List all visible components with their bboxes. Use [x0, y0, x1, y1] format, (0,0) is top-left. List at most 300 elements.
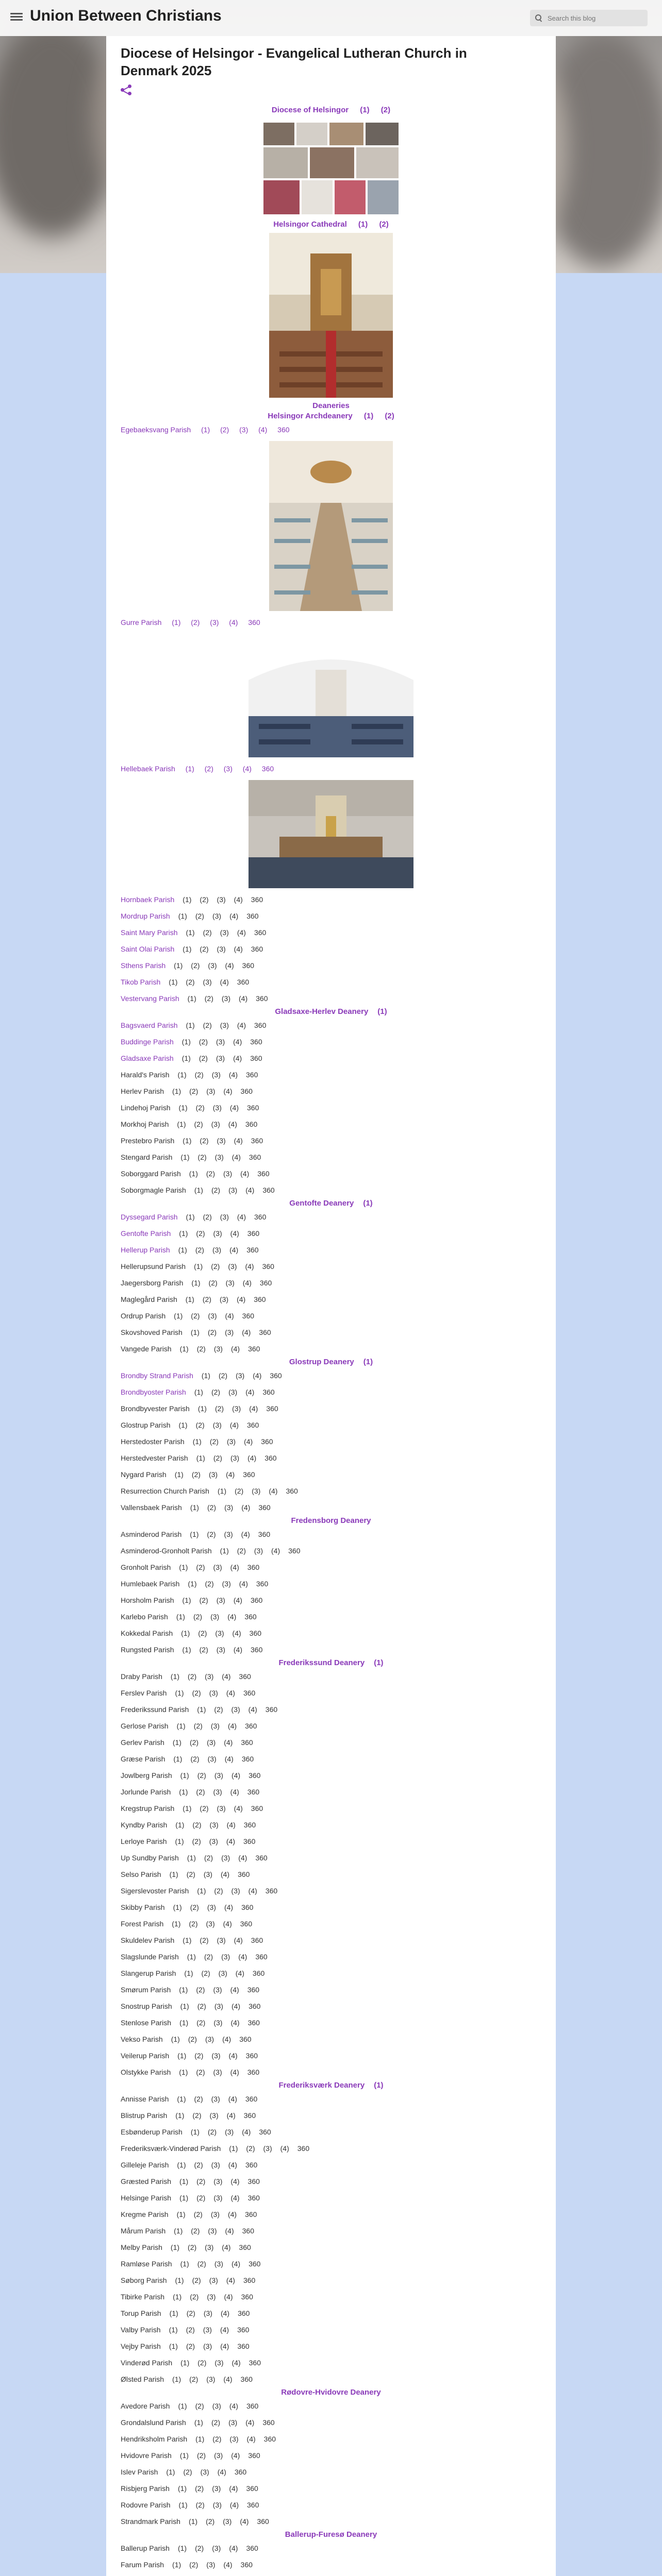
parish-row: [121, 2414, 541, 2431]
nav-number: 360: [258, 1503, 271, 1512]
nav-number: (4): [222, 2243, 231, 2251]
nav-number: (3): [228, 1388, 238, 1396]
nav-number: (1): [166, 2468, 175, 2476]
nav-number: (3): [219, 1295, 229, 1303]
nav-number: (1): [180, 1771, 189, 1780]
nav-number: (2): [246, 2144, 255, 2153]
nav-number: (1): [177, 2095, 186, 2103]
parish-row: [121, 421, 541, 438]
nav-number: (4): [230, 2194, 240, 2202]
nav-number: (4): [225, 2227, 234, 2235]
parish-link[interactable]: Tikob Parish: [121, 978, 161, 986]
nav-number: (1): [188, 1580, 197, 1588]
parish-name: Avedore Parish: [121, 2402, 170, 2410]
nav-link[interactable]: 360: [277, 426, 290, 434]
nav-number: (2): [198, 1629, 207, 1637]
parish-name: Maglegård Parish: [121, 1295, 177, 1303]
parish-link[interactable]: Egebaeksvang Parish: [121, 426, 191, 434]
nav-number: (4): [229, 1421, 239, 1429]
nav-link[interactable]: (1): [185, 765, 194, 773]
nav-link[interactable]: (3): [223, 765, 233, 773]
nav-number: (2): [209, 1437, 219, 1446]
nav-number: (4): [240, 2517, 249, 2526]
nav-number: 360: [248, 1345, 260, 1353]
nav-number: (2): [183, 2468, 192, 2476]
nav-number: (3): [203, 978, 212, 986]
nav-number: 360: [243, 1821, 256, 1829]
nav-number: (4): [226, 2276, 235, 2284]
nav-number: (3): [213, 1345, 223, 1353]
parish-row: [121, 974, 541, 990]
nav-number: (4): [226, 1470, 235, 1479]
nav-number: (1): [175, 1821, 185, 1829]
nav-number: (2): [194, 2095, 203, 2103]
parish-name: Rodovre Parish: [121, 2501, 171, 2509]
nav-number: (2): [186, 2309, 195, 2317]
nav-number: 360: [247, 2177, 260, 2185]
nav-number: (2): [206, 2517, 215, 2526]
nav-number: 360: [265, 1887, 278, 1895]
parish-row: [121, 2223, 541, 2239]
nav-number: (2): [198, 1054, 208, 1062]
nav-number: (2): [211, 1186, 221, 1194]
nav-link[interactable]: (1): [201, 426, 210, 434]
parish-row: [121, 1784, 541, 1800]
deanery-title[interactable]: Gentofte Deanery: [289, 1199, 354, 1208]
nav-number: (3): [212, 1246, 222, 1254]
deanery-title[interactable]: Frederiksværk Deanery: [278, 2081, 365, 2090]
nav-number: (1): [169, 2326, 178, 2334]
nav-number: 360: [245, 2210, 257, 2218]
nav-number: (3): [207, 1738, 216, 1747]
nav-number: 360: [263, 2435, 276, 2443]
parish-link[interactable]: Vestervang Parish: [121, 994, 179, 1003]
deanery-title[interactable]: Frederikssund Deanery: [278, 1658, 365, 1667]
nav-number: (2): [195, 2501, 205, 2509]
nav-link[interactable]: (2): [191, 618, 200, 626]
nav-number: 360: [257, 2517, 269, 2526]
nav-number: (4): [242, 2128, 251, 2136]
nav-number: 360: [246, 2402, 259, 2410]
nav-number: (1): [170, 2243, 180, 2251]
deanery-nav-link[interactable]: (1): [374, 2081, 384, 2090]
nav-number: (1): [183, 895, 192, 904]
nav-link[interactable]: (4): [258, 426, 268, 434]
nav-number: (4): [269, 1487, 278, 1495]
search-icon[interactable]: [535, 14, 542, 22]
nav-number: 360: [243, 2111, 256, 2120]
nav-number: (2): [192, 2111, 202, 2120]
parish-link[interactable]: Bagsvaerd Parish: [121, 1021, 178, 1029]
nav-number: (3): [203, 2342, 212, 2350]
nav-number: (2): [196, 2019, 206, 2027]
parish-row: [121, 2573, 541, 2576]
nav-number: (2): [195, 912, 204, 920]
nav-number: (1): [173, 2293, 182, 2301]
nav-number: (4): [220, 978, 229, 986]
nav-number: (4): [245, 1186, 255, 1194]
parish-link[interactable]: Dyssegard Parish: [121, 1213, 178, 1221]
cathedral-nav-1[interactable]: (1): [358, 220, 368, 229]
deanery-title[interactable]: Gladsaxe-Herlev Deanery: [275, 1007, 369, 1016]
nav-number: 360: [246, 1246, 259, 1254]
nav-number: (4): [234, 1804, 243, 1812]
nav-number: (3): [226, 1437, 236, 1446]
nav-number: (1): [186, 1021, 195, 1029]
nav-number: (1): [169, 978, 178, 986]
nav-number: (3): [221, 1953, 230, 1961]
nav-number: (1): [190, 1328, 200, 1336]
nav-number: (3): [231, 1887, 240, 1895]
nav-number: 360: [254, 1021, 267, 1029]
nav-number: (1): [185, 1295, 194, 1303]
nav-number: (4): [230, 1563, 239, 1571]
parish-row: [121, 1466, 541, 1483]
nav-number: 360: [262, 2418, 275, 2427]
nav-number: (2): [192, 2276, 201, 2284]
nav-number: (3): [217, 895, 226, 904]
nav-number: 360: [246, 1071, 258, 1079]
nav-number: 360: [262, 1186, 275, 1194]
parish-link[interactable]: Gurre Parish: [121, 618, 162, 626]
nav-number: 360: [286, 1487, 298, 1495]
nav-link[interactable]: (4): [242, 765, 252, 773]
parish-row: [121, 1209, 541, 1225]
nav-number: (2): [193, 1613, 203, 1621]
nav-number: (1): [182, 1646, 191, 1654]
nav-number: (1): [220, 1547, 229, 1555]
nav-number: (1): [197, 1705, 206, 1714]
nav-link[interactable]: 360: [261, 765, 274, 773]
nav-number: (3): [228, 1262, 237, 1270]
nav-number: (1): [178, 1421, 188, 1429]
nav-number: (3): [207, 1903, 216, 1911]
parish-row: [121, 1165, 541, 1182]
parish-name: Ferslev Parish: [121, 1689, 167, 1697]
share-icon[interactable]: [121, 84, 132, 96]
nav-number: (2): [206, 1170, 215, 1178]
parish-row: [121, 1668, 541, 1685]
cathedral-title[interactable]: Helsingor Cathedral: [273, 220, 347, 229]
parish-name: Grondalslund Parish: [121, 2418, 186, 2427]
nav-number: (4): [248, 1887, 257, 1895]
parish-row: [121, 1242, 541, 1258]
nav-number: (1): [187, 1854, 196, 1862]
parish-link[interactable]: Buddinge Parish: [121, 1038, 174, 1046]
nav-number: (3): [225, 1328, 234, 1336]
deanery-title[interactable]: Glostrup Deanery: [289, 1358, 354, 1366]
parish-link[interactable]: Saint Mary Parish: [121, 928, 178, 937]
nav-number: (4): [220, 2309, 230, 2317]
nav-number: (2): [207, 1328, 217, 1336]
nav-number: (2): [194, 1120, 203, 1128]
nav-number: (2): [188, 2243, 197, 2251]
parish-row: [121, 1625, 541, 1641]
nav-number: (3): [206, 2375, 216, 2383]
nav-number: (3): [217, 1936, 226, 1944]
nav-number: (2): [196, 1986, 205, 1994]
menu-icon[interactable]: [10, 11, 23, 24]
nav-number: (1): [171, 2035, 180, 2043]
nav-number: (3): [211, 1120, 220, 1128]
archdeanery-nav-2[interactable]: (2): [385, 412, 394, 420]
nav-number: (4): [220, 2326, 229, 2334]
nav-number: (1): [187, 994, 196, 1003]
nav-number: (3): [222, 1580, 231, 1588]
parish-name: Horsholm Parish: [121, 1596, 174, 1604]
parish-row: [121, 2398, 541, 2414]
nav-number: (1): [186, 928, 195, 937]
nav-link[interactable]: 360: [248, 618, 260, 626]
nav-number: (1): [178, 2501, 188, 2509]
parish-name: Jowlberg Parish: [121, 1771, 172, 1780]
deanery-heading: [121, 2080, 541, 2091]
nav-number: (1): [179, 1229, 188, 1238]
nav-number: (3): [212, 1421, 222, 1429]
egebaeksvang-photo[interactable]: [269, 441, 393, 611]
parish-name: Græsted Parish: [121, 2177, 172, 2185]
parish-name: Gerlev Parish: [121, 1738, 164, 1747]
nav-link[interactable]: (3): [210, 618, 219, 626]
nav-number: (3): [263, 2144, 272, 2153]
nav-link[interactable]: (4): [229, 618, 238, 626]
nav-number: (2): [197, 2260, 206, 2268]
nav-number: (2): [188, 1672, 197, 1681]
parish-row: [121, 1592, 541, 1608]
parish-name: Brondbyvester Parish: [121, 1404, 190, 1413]
nav-number: (1): [217, 1487, 227, 1495]
hellebaek-photo[interactable]: [249, 780, 413, 888]
nav-number: 360: [237, 2342, 250, 2350]
nav-number: (1): [172, 1087, 181, 1095]
diocese-title[interactable]: Diocese of Helsingor: [271, 106, 349, 114]
nav-number: (3): [216, 1596, 225, 1604]
parish-row: [121, 2064, 541, 2080]
nav-number: 360: [256, 1580, 269, 1588]
nav-number: 360: [251, 1646, 263, 1654]
nav-number: (2): [186, 2326, 195, 2334]
diocese-photo-collage[interactable]: [261, 121, 401, 216]
nav-number: (2): [196, 1345, 206, 1353]
nav-number: 360: [249, 2260, 261, 2268]
parish-row: [121, 990, 541, 1007]
parish-name: Søborg Parish: [121, 2276, 167, 2284]
diocese-nav-2[interactable]: (2): [380, 106, 391, 114]
parish-row: [121, 2173, 541, 2190]
nav-number: (3): [200, 2468, 209, 2476]
nav-number: (4): [224, 1738, 233, 1747]
parish-row: [121, 2047, 541, 2064]
parish-name: Skovshoved Parish: [121, 1328, 183, 1336]
parish-row: [121, 2513, 541, 2530]
nav-number: (1): [179, 1788, 188, 1796]
parish-name: Slangerup Parish: [121, 1969, 176, 1977]
nav-number: (3): [208, 1470, 218, 1479]
deanery-title[interactable]: Rødovre-Hvidovre Deanery: [281, 2388, 381, 2397]
nav-number: (2): [204, 1854, 213, 1862]
nav-number: (1): [172, 2375, 181, 2383]
nav-number: (3): [220, 928, 229, 937]
deanery-title[interactable]: Ballerup-Furesø Deanery: [285, 2530, 377, 2539]
deanery-list: [121, 891, 541, 2576]
nav-number: (3): [217, 1137, 226, 1145]
nav-number: (4): [229, 2402, 238, 2410]
nav-number: 360: [248, 2451, 260, 2460]
nav-number: (4): [225, 961, 234, 970]
parish-link[interactable]: Mordrup Parish: [121, 912, 170, 920]
parish-row: [121, 1099, 541, 1116]
nav-number: (4): [249, 1404, 258, 1413]
nav-number: 360: [245, 2161, 258, 2169]
nav-number: (4): [232, 1629, 241, 1637]
archdeanery-title[interactable]: Helsingor Archdeanery: [268, 412, 353, 420]
parish-link[interactable]: Gentofte Parish: [121, 1229, 171, 1238]
nav-number: (2): [199, 1596, 208, 1604]
nav-number: (1): [190, 1530, 199, 1538]
parish-link[interactable]: Saint Olai Parish: [121, 945, 175, 953]
nav-number: 360: [243, 1470, 255, 1479]
parish-link[interactable]: Sthens Parish: [121, 961, 166, 970]
nav-number: (4): [223, 2375, 233, 2383]
nav-number: (3): [205, 2035, 214, 2043]
parish-link[interactable]: Hornbaek Parish: [121, 895, 175, 904]
parish-name: Soborgmagle Parish: [121, 1186, 186, 1194]
nav-number: (4): [235, 1969, 244, 1977]
nav-number: (3): [207, 2293, 216, 2301]
nav-number: (3): [208, 961, 217, 970]
deanery-nav-link[interactable]: (1): [377, 1007, 387, 1016]
nav-number: (4): [230, 2068, 239, 2076]
nav-number: 360: [265, 1705, 278, 1714]
parish-link[interactable]: Gladsaxe Parish: [121, 1054, 174, 1062]
diocese-nav-1[interactable]: (1): [360, 106, 370, 114]
nav-number: (4): [226, 1689, 235, 1697]
nav-number: 360: [239, 1672, 251, 1681]
nav-number: (3): [225, 2128, 234, 2136]
nav-number: (4): [231, 1771, 241, 1780]
parish-row: [121, 1275, 541, 1291]
parish-name: Hendriksholm Parish: [121, 2435, 188, 2443]
parish-name: Tibirke Parish: [121, 2293, 165, 2301]
deanery-nav-link[interactable]: (1): [363, 1358, 373, 1366]
search-input[interactable]: [548, 14, 640, 22]
parish-name: Frederiksværk-Vinderød Parish: [121, 2144, 221, 2153]
nav-number: (2): [191, 1312, 200, 1320]
nav-number: (2): [195, 1246, 204, 1254]
nav-number: (4): [245, 2418, 255, 2427]
parish-link[interactable]: Hellerup Parish: [121, 1246, 170, 1254]
parish-name: Ølsted Parish: [121, 2375, 164, 2383]
nav-number: (3): [212, 2402, 221, 2410]
nav-number: (3): [207, 1755, 217, 1763]
nav-number: (2): [200, 1137, 209, 1145]
nav-number: (4): [225, 1312, 234, 1320]
parish-name: Vangede Parish: [121, 1345, 172, 1353]
nav-number: (4): [228, 1120, 237, 1128]
nav-number: (2): [197, 1153, 207, 1161]
nav-number: (3): [236, 1371, 245, 1380]
nav-number: (4): [222, 1672, 231, 1681]
nav-number: (2): [189, 1738, 199, 1747]
nav-number: (2): [198, 1038, 208, 1046]
nav-number: (4): [231, 2451, 240, 2460]
nav-link[interactable]: (2): [220, 426, 229, 434]
parish-row: [121, 2157, 541, 2173]
cathedral-photo[interactable]: [269, 233, 393, 398]
nav-number: 360: [259, 1279, 272, 1287]
nav-number: (4): [234, 1137, 243, 1145]
nav-number: (4): [245, 1388, 255, 1396]
nav-number: (1): [194, 1186, 203, 1194]
nav-number: 360: [256, 994, 268, 1003]
gurre-photo[interactable]: [249, 634, 413, 757]
parish-link[interactable]: Brondby Strand Parish: [121, 1371, 193, 1380]
nav-number: 360: [247, 1104, 259, 1112]
nav-number: (1): [179, 1345, 189, 1353]
search-box[interactable]: [530, 10, 648, 26]
nav-number: (1): [170, 1672, 180, 1681]
parish-name: Kregstrup Parish: [121, 1804, 175, 1812]
nav-number: (1): [181, 1054, 191, 1062]
nav-number: (4): [233, 1038, 242, 1046]
nav-number: (3): [205, 1672, 214, 1681]
nav-number: (4): [228, 1071, 238, 1079]
deanery-nav-link[interactable]: (1): [363, 1199, 373, 1208]
nav-number: 360: [247, 2501, 259, 2509]
nav-number: (1): [186, 1213, 195, 1221]
nav-number: (3): [203, 1870, 212, 1878]
nav-number: (3): [209, 2276, 218, 2284]
nav-number: (2): [196, 1563, 205, 1571]
nav-number: (2): [218, 1371, 228, 1380]
nav-number: 360: [247, 1986, 260, 1994]
archdeanery-nav-1[interactable]: (1): [363, 412, 374, 420]
nav-number: (2): [196, 1788, 205, 1796]
nav-number: 360: [237, 978, 250, 986]
parish-name: Lerloye Parish: [121, 1837, 167, 1845]
nav-number: (3): [252, 1487, 261, 1495]
deanery-nav-link[interactable]: (1): [374, 1658, 384, 1667]
cathedral-nav-2[interactable]: (2): [379, 220, 389, 229]
nav-number: 360: [241, 2293, 253, 2301]
nav-number: (4): [222, 2035, 231, 2043]
nav-number: (1): [181, 1629, 190, 1637]
parish-link[interactable]: Brondbyoster Parish: [121, 1388, 186, 1396]
parish-row: [121, 1899, 541, 1916]
nav-number: (3): [214, 2002, 223, 2010]
nav-number: (4): [229, 2501, 239, 2509]
nav-number: (3): [232, 1404, 241, 1413]
deanery-title[interactable]: Fredensborg Deanery: [291, 1516, 371, 1525]
nav-number: 360: [246, 912, 259, 920]
blog-title[interactable]: Union Between Christians: [30, 7, 222, 24]
nav-number: (4): [228, 2161, 237, 2169]
nav-link[interactable]: (2): [204, 765, 213, 773]
nav-number: (4): [241, 1530, 250, 1538]
parish-row: [121, 908, 541, 924]
parish-name: Valby Parish: [121, 2326, 161, 2334]
nav-number: (1): [179, 2451, 189, 2460]
nav-link[interactable]: (1): [172, 618, 181, 626]
parish-link[interactable]: Hellebaek Parish: [121, 765, 175, 773]
nav-number: (1): [176, 1722, 186, 1730]
nav-link[interactable]: (3): [239, 426, 249, 434]
parish-row: [121, 1543, 541, 1559]
nav-number: (3): [216, 1646, 225, 1654]
nav-number: (4): [230, 2177, 240, 2185]
nav-number: (3): [223, 2517, 232, 2526]
nav-number: (2): [204, 994, 213, 1003]
